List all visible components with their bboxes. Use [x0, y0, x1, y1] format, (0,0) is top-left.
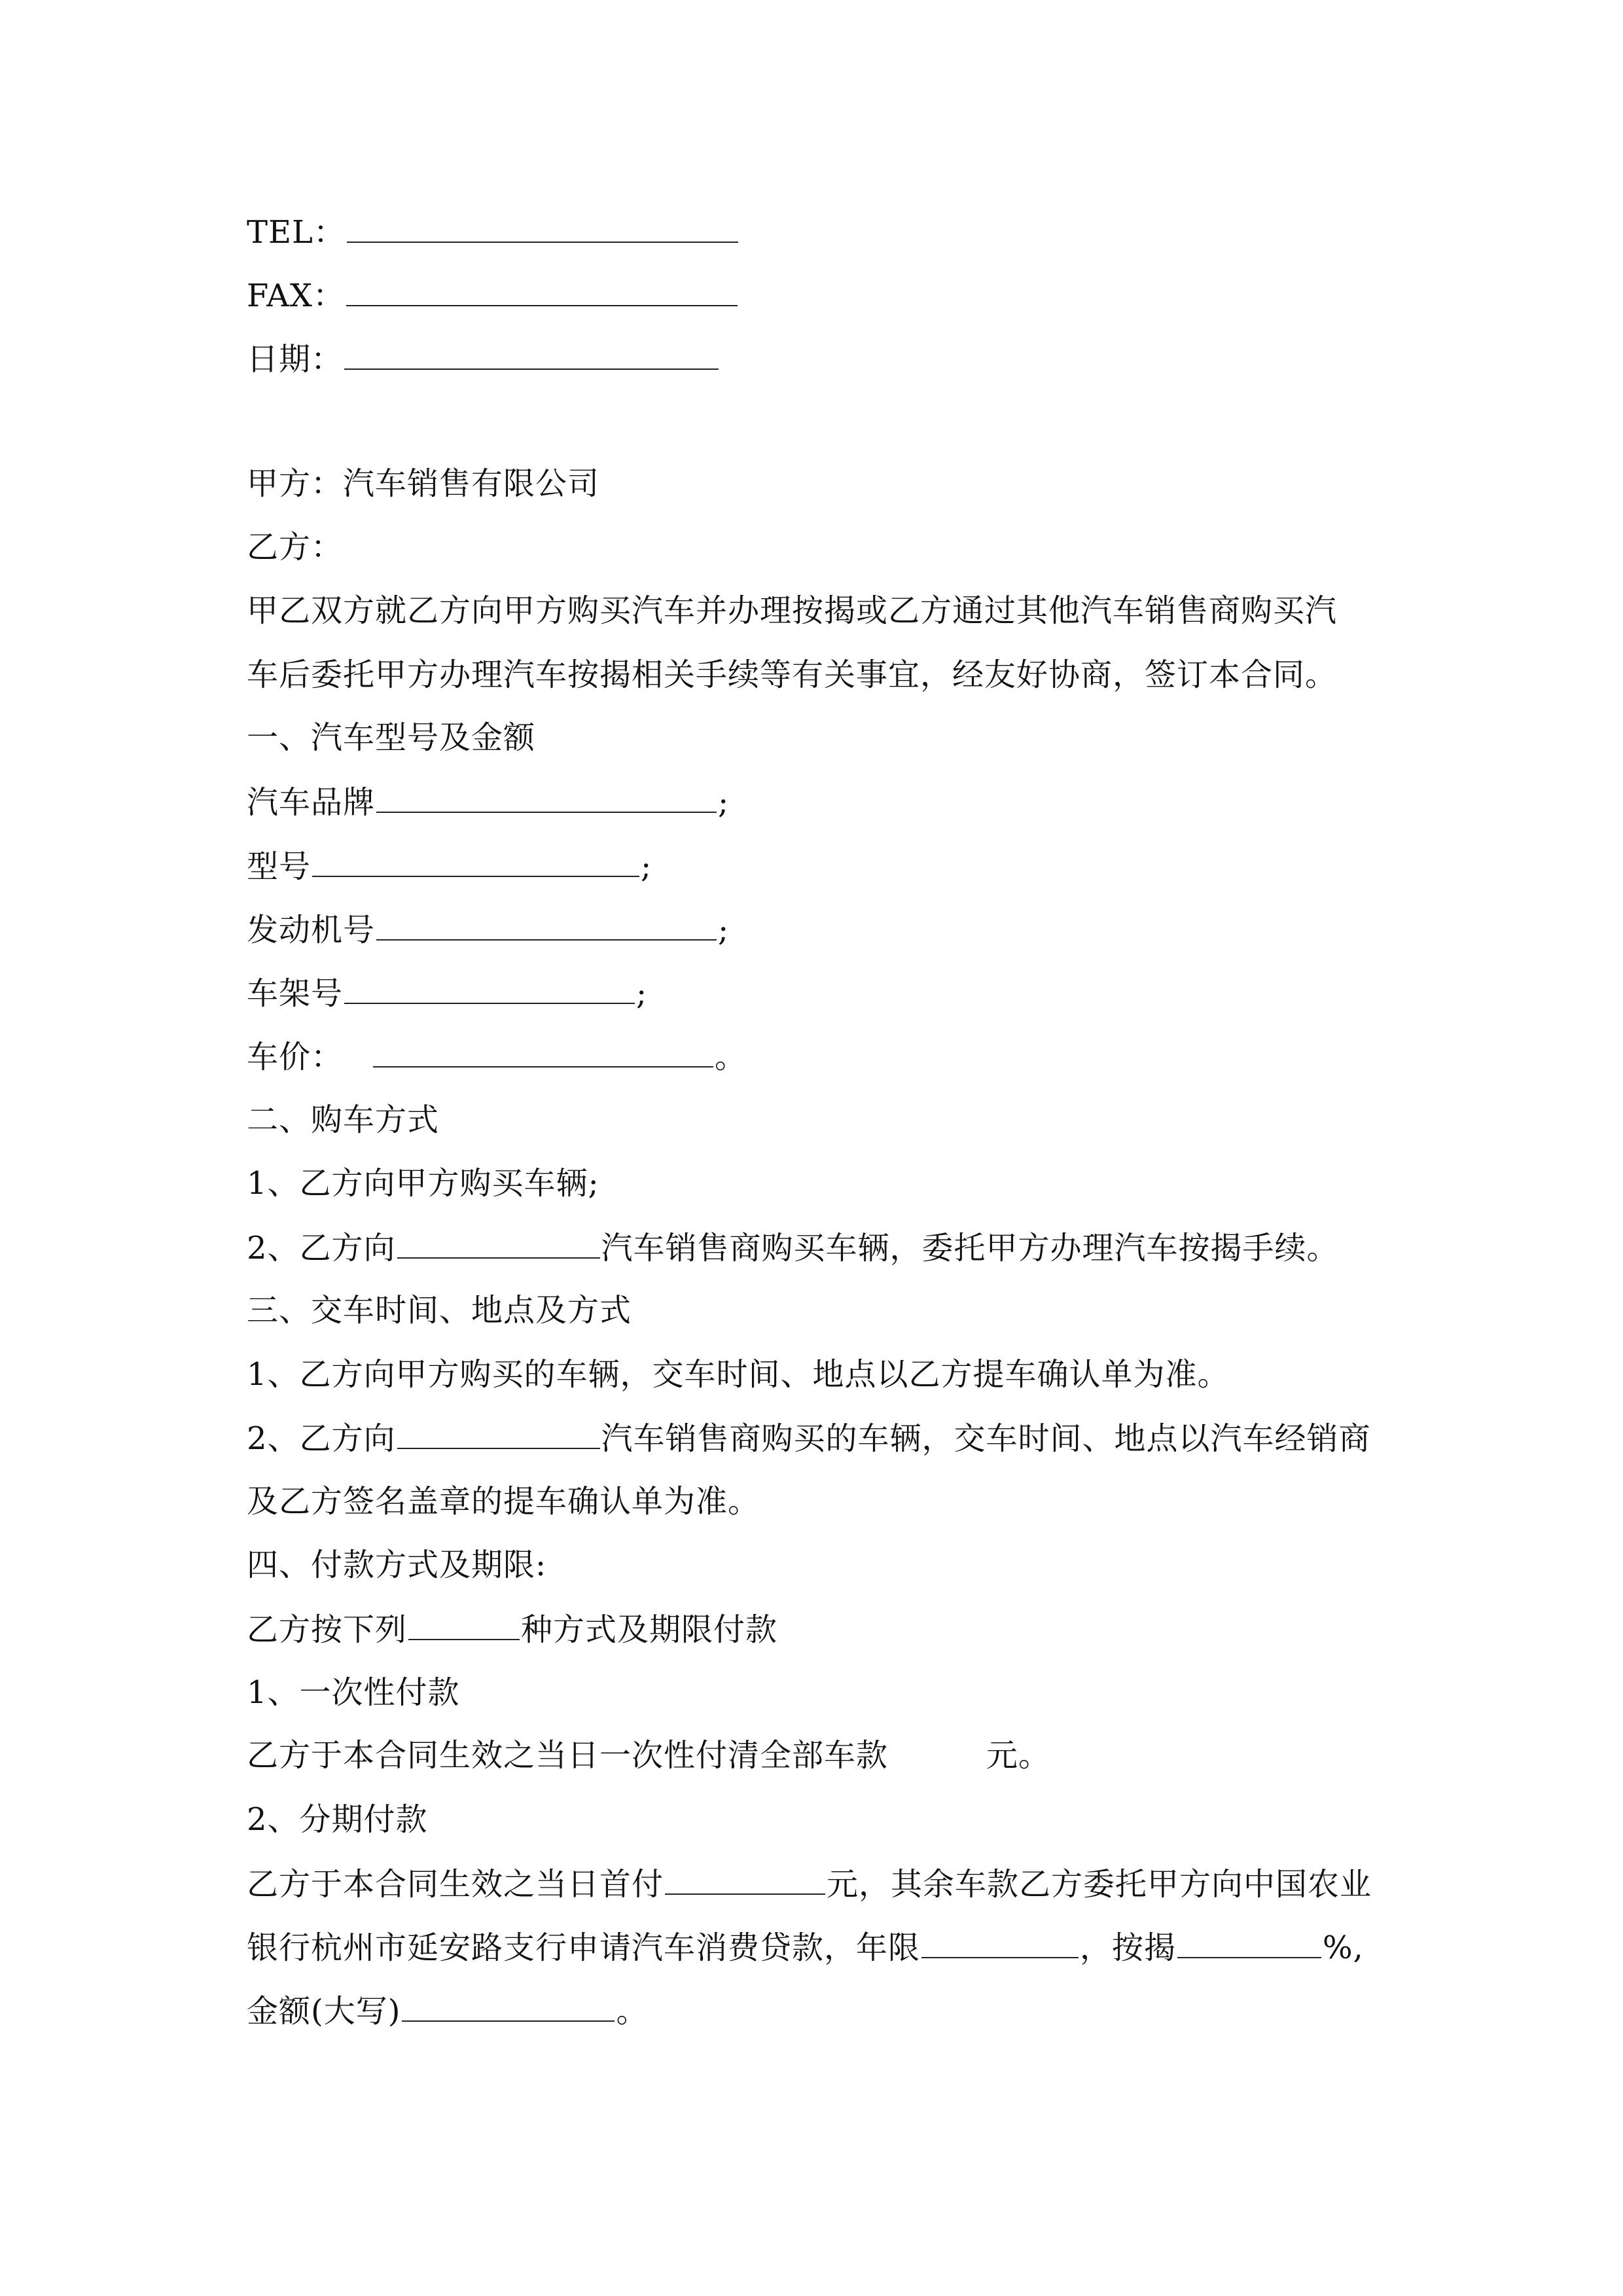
section-2-title: 二、购车方式 [247, 1102, 440, 1138]
lump-sum-text-main: 乙方于本合同生效之当日一次性付清全部车款 [247, 1737, 889, 1774]
engine-semicolon: ; [718, 912, 730, 948]
section-3-item-2-post: 汽车销售商购买的车辆，交车时间、地点以汽车经销商 [601, 1420, 1371, 1457]
section-3-title: 三、交车时间、地点及方式 [247, 1292, 632, 1329]
installment-line-1-pre: 乙方于本合同生效之当日首付 [247, 1866, 664, 1903]
frame-line [247, 973, 647, 1013]
model-blank [312, 846, 639, 877]
section-3-item-2-pre: 2、乙方向 [247, 1420, 396, 1457]
installment-line-2-mid: ，按揭 [1080, 1929, 1177, 1966]
fax-line [247, 275, 739, 315]
lump-sum-text [247, 1736, 1050, 1775]
payment-intro-post: 种方式及期限付款 [521, 1611, 778, 1648]
installment-line-1-post: 元，其余车款乙方委托甲方向中国农业 [827, 1866, 1372, 1903]
date-blank [344, 338, 719, 370]
engine-blank [376, 909, 717, 941]
installment-line-2 [247, 1927, 1364, 1967]
section-3-item-2-line-2: 及乙方签名盖章的提车确认单为准。 [247, 1483, 760, 1520]
installment-line-2-post: %, [1323, 1929, 1364, 1966]
section-1-title: 一、汽车型号及金额 [247, 719, 536, 756]
installment-line-1 [247, 1863, 1372, 1904]
dealer-blank-1 [397, 1227, 600, 1259]
amount-words-blank [402, 1990, 615, 2022]
model-semicolon: ; [641, 848, 652, 885]
down-payment-blank [665, 1863, 825, 1895]
engine-label: 发动机号 [247, 912, 376, 948]
price-period: 。 [715, 1039, 747, 1075]
section-2-item-2-post: 汽车销售商购买车辆，委托甲方办理汽车按揭手续。 [601, 1230, 1339, 1266]
date-label: 日期： [247, 341, 344, 378]
price-line [247, 1036, 747, 1077]
fax-blank [346, 275, 738, 306]
model-line [247, 846, 652, 886]
installment-line-3 [247, 1990, 648, 2031]
installment-line-3-post: 。 [616, 1993, 649, 2030]
brand-label: 汽车品牌 [247, 784, 376, 821]
section-4-title: 四、付款方式及期限: [247, 1547, 547, 1583]
brand-semicolon: ; [718, 784, 730, 821]
brand-blank [376, 781, 717, 813]
price-blank [373, 1036, 713, 1067]
date-line [247, 338, 720, 379]
lump-sum-title: 1、一次性付款 [247, 1674, 460, 1711]
preamble-line-1: 甲乙双方就乙方向甲方购买汽车并办理按揭或乙方通过其他汽车销售商购买汽 [247, 592, 1338, 629]
preamble-line-2: 车后委托甲方办理汽车按揭相关手续等有关事宜，经友好协商，签订本合同。 [247, 656, 1338, 693]
mortgage-rate-blank [1177, 1927, 1321, 1958]
installment-line-2-pre: 银行杭州市延安路支行申请汽车消费贷款，年限 [247, 1929, 921, 1966]
loan-term-blank [921, 1927, 1079, 1958]
frame-blank [344, 973, 635, 1004]
section-2-item-2 [247, 1227, 1339, 1268]
brand-line [247, 781, 729, 822]
tel-line [247, 211, 740, 252]
engine-line [247, 909, 729, 950]
dealer-blank-2 [397, 1418, 600, 1449]
price-label: 车价： [247, 1039, 344, 1075]
lump-sum-unit: 元。 [986, 1737, 1051, 1774]
section-3-item-1: 1、乙方向甲方购买的车辆，交车时间、地点以乙方提车确认单为准。 [247, 1356, 1230, 1393]
payment-intro [247, 1609, 777, 1649]
tel-label: TEL： [247, 214, 346, 251]
section-3-item-2 [247, 1418, 1371, 1458]
model-label: 型号 [247, 848, 312, 885]
installment-title: 2、分期付款 [247, 1801, 428, 1838]
party-a: 甲方：汽车销售有限公司 [247, 465, 600, 502]
party-b: 乙方： [247, 529, 344, 565]
installment-line-3-pre: 金额(大写) [247, 1993, 401, 2030]
payment-intro-pre: 乙方按下列 [247, 1611, 408, 1648]
fax-label: FAX： [247, 278, 345, 314]
frame-label: 车架号 [247, 975, 344, 1012]
payment-method-blank [408, 1609, 520, 1640]
frame-semicolon: ; [636, 975, 648, 1012]
tel-blank [347, 211, 738, 243]
section-2-item-1: 1、乙方向甲方购买车辆; [247, 1165, 599, 1202]
section-2-item-2-pre: 2、乙方向 [247, 1230, 396, 1266]
